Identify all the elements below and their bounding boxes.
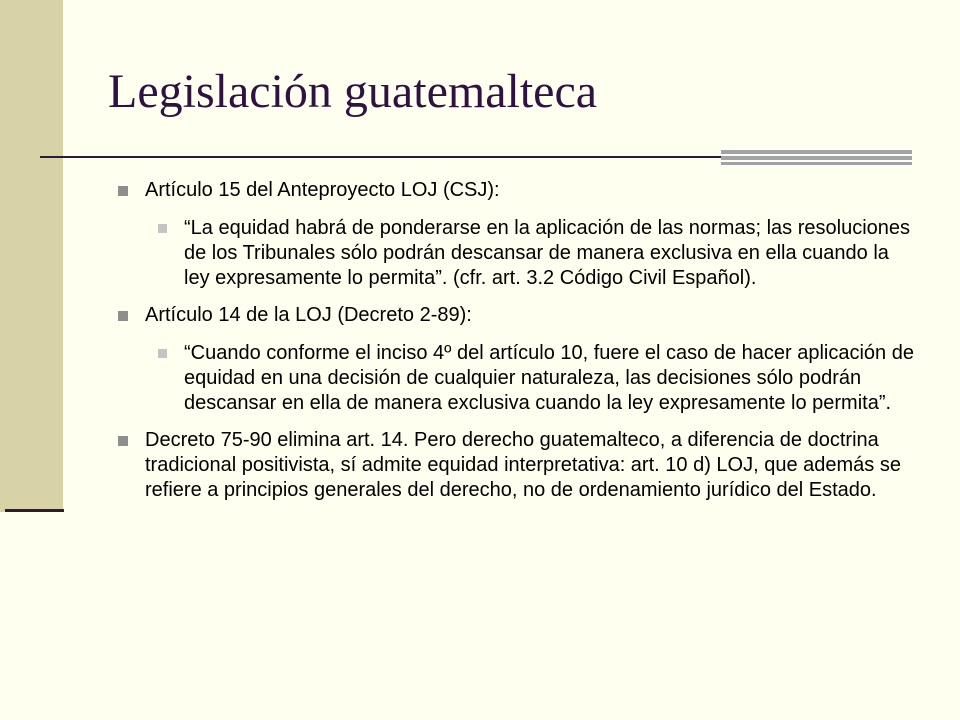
list-item	[118, 178, 918, 203]
square-bullet-icon	[158, 349, 167, 358]
list-item-text: “Cuando conforme el inciso 4º del artículo 10, fuere el caso de hacer aplicación de equidad en una decisión de cualquier naturaleza, las decisiones sólo podrán descansar en ella de manera exclusiva cuando la ley expresamente lo permita”.	[184, 342, 914, 414]
square-bullet-icon	[118, 436, 128, 446]
bullet-list	[118, 172, 918, 503]
square-bullet-icon	[118, 311, 128, 321]
list-item-text: “La equidad habrá de ponderarse en la aplicación de las normas; las resoluciones de los Tribunales sólo podrán descansar de manera exclusiva en ella cuando la ley expresamente lo permita”. (cfr. art. 3.2 Código Civil Español).	[184, 217, 911, 289]
slide-title: Legislación guatemalteca	[108, 65, 598, 118]
list-item	[118, 428, 918, 503]
list-item-text: Artículo 15 del Anteproyecto LOJ (CSJ):	[145, 179, 500, 201]
list-item	[118, 216, 918, 291]
title-divider	[40, 156, 721, 158]
list-item	[118, 341, 918, 416]
side-decor-line	[5, 509, 64, 512]
square-bullet-icon	[158, 224, 167, 233]
square-bullet-icon	[118, 186, 128, 196]
list-item-text: Decreto 75-90 elimina art. 14. Pero derecho guatemalteco, a diferencia de doctrina tradicional positivista, sí admite equidad interpretativa: art. 10 d) LOJ, que además se refiere a principios generales del derecho, no de ordenamiento jurídico del Estado.	[145, 429, 901, 501]
list-item	[118, 303, 918, 328]
list-item-text: Artículo 14 de la LOJ (Decreto 2-89):	[145, 304, 472, 326]
title-divider-accent	[721, 150, 912, 165]
side-decor-band	[0, 0, 63, 512]
